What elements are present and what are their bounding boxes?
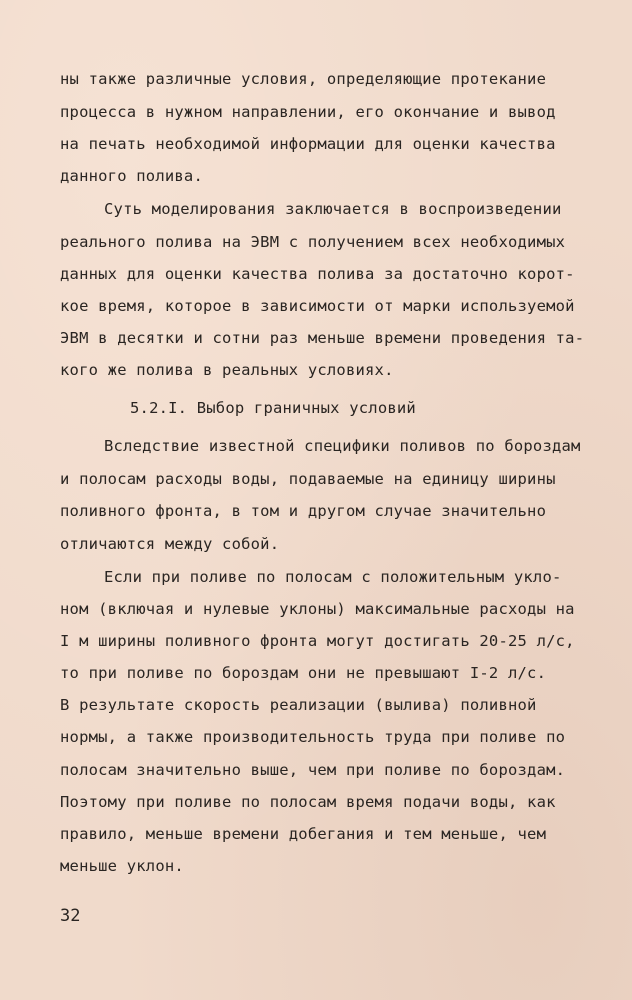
text-line: кого же полива в реальных условиях. [60,361,394,379]
text-line: реального полива на ЭВМ с получением всех необходимых [60,233,566,251]
text-line: ном (включая и нулевые уклоны) максимальные расходы на [60,600,575,618]
section-heading: 5.2.I. Выбор граничных условий [130,399,416,417]
text-line: данных для оценки качества полива за достаточно корот- [60,265,575,283]
page-number: 32 [60,906,81,926]
text-line: процесса в нужном направлении, его окончание и вывод [60,103,556,121]
text-line: нормы, а также производительность труда при поливе по [60,728,566,746]
text-line: В результате скорость реализации (вылива) поливной [60,696,537,714]
text-line: полосам значительно выше, чем при поливе по бороздам. [60,761,566,779]
text-line: на печать необходимой информации для оценки качества [60,135,556,153]
text-line: Если при поливе по полосам с положительным укло- [104,568,562,586]
text-line: данного полива. [60,167,203,185]
text-line: кое время, которое в зависимости от марки используемой [60,297,575,315]
text-line: Поэтому при поливе по полосам время подачи воды, как [60,793,556,811]
text-line: отличаются между собой. [60,535,280,553]
text-line: то при поливе по бороздам они не превышают I-2 л/с. [60,664,547,682]
text-line: поливного фронта, в том и другом случае значительно [60,502,547,520]
text-line: Суть моделирования заключается в воспроизведении [104,200,562,218]
text-line: меньше уклон. [60,857,184,875]
text-line: ны также различные условия, определяющие протекание [60,70,547,88]
text-line: ЭВМ в десятки и сотни раз меньше времени проведения та- [60,329,585,347]
text-line: правило, меньше времени добегания и тем меньше, чем [60,825,547,843]
text-line: I м ширины поливного фронта могут достигать 20-25 л/с, [60,632,575,650]
text-line: и полосам расходы воды, подаваемые на единицу ширины [60,470,556,488]
text-line: Вследствие известной специфики поливов по бороздам [104,437,581,455]
